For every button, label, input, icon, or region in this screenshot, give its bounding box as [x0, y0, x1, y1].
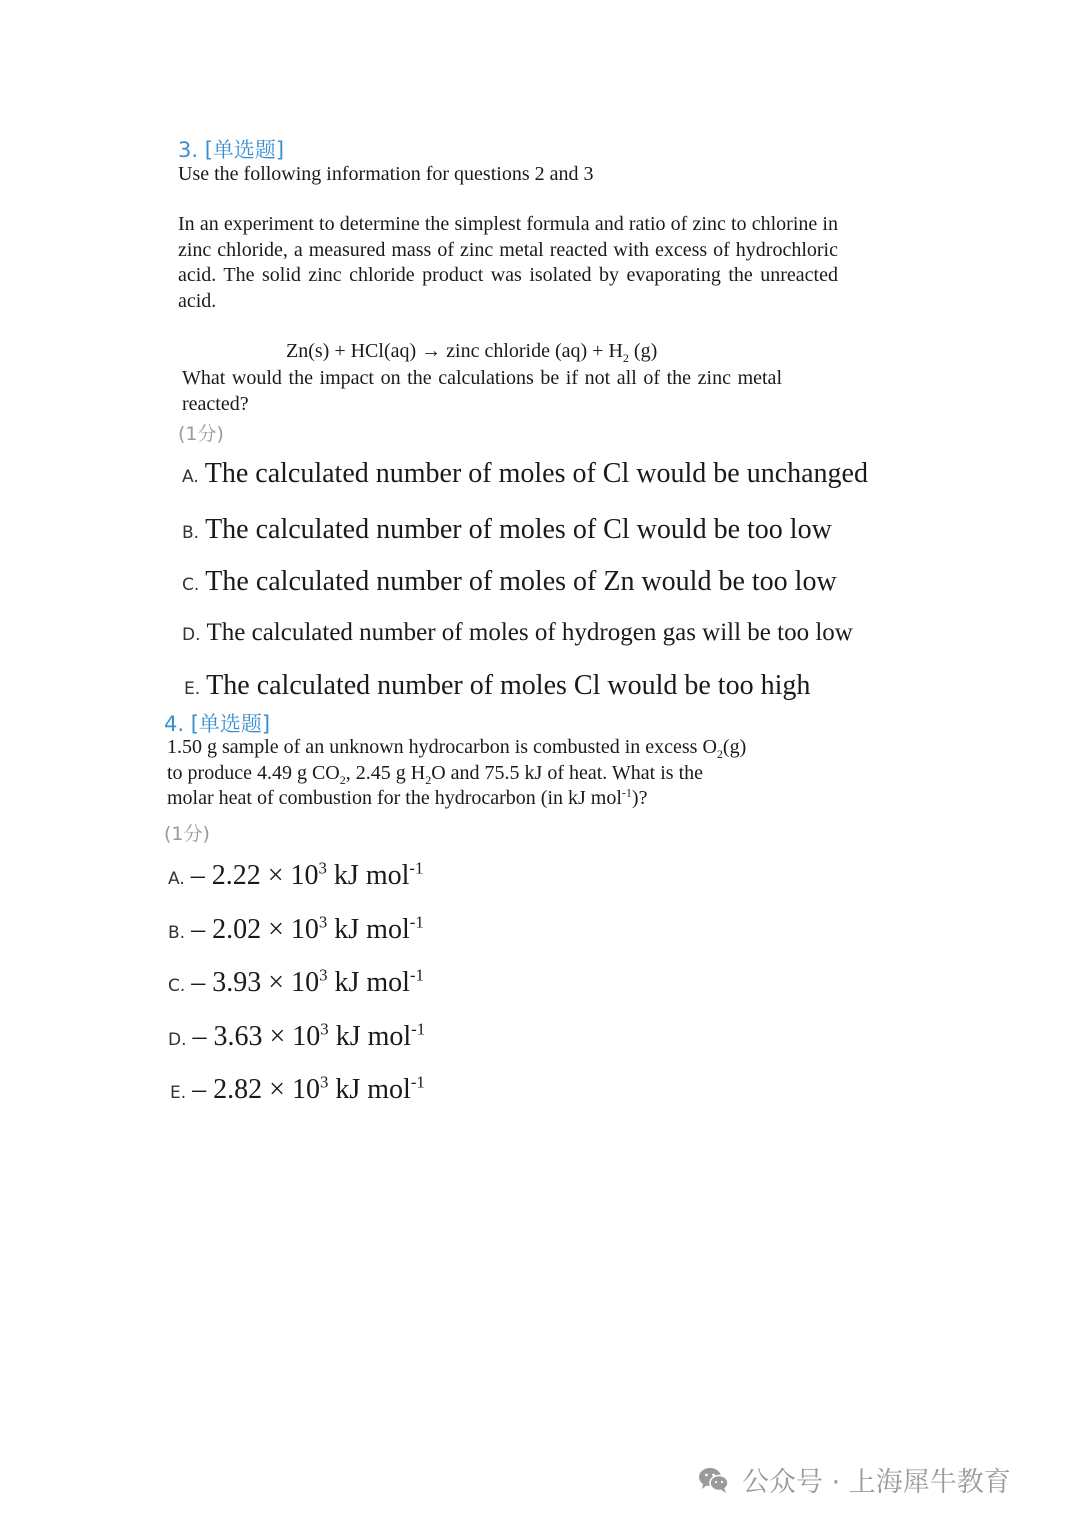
q4-option-a[interactable] [168, 860, 423, 892]
watermark [698, 1460, 1011, 1499]
q3-option-a[interactable] [182, 458, 868, 490]
q3-question: What would the impact on the calculations be if not all of the zinc metal reacted? [182, 367, 782, 415]
q4-option-b[interactable] [168, 914, 424, 946]
option-text: The calculated number of moles Cl would be too high [206, 670, 811, 701]
wechat-icon [698, 1466, 730, 1494]
option-letter: D. [168, 1030, 187, 1050]
q4-option-e[interactable] [170, 1074, 425, 1106]
option-value: – $2.22 \times 10^3$ kJ mol$^{-1}$ [190, 858, 424, 891]
option-value: – $2.82 \times 10^3$ kJ mol$^{-1}$ [192, 1072, 425, 1105]
option-letter: E. [170, 1083, 187, 1103]
option-letter: D. [182, 625, 201, 645]
q3-option-b[interactable] [182, 514, 832, 546]
q3-type: [单选题] [204, 138, 285, 162]
q4-header [164, 708, 270, 738]
q3-header [178, 134, 284, 164]
option-letter: C. [182, 575, 200, 595]
q3-option-c[interactable] [182, 566, 837, 598]
q3-number: 3. [178, 138, 199, 162]
q4-stem-line-2: to produce 4.49 g $CO_2$, 2.45 g $H_2O$ and 75.5 kJ of heat. What is the [167, 761, 704, 787]
option-value: – $3.93 \times 10^3$ kJ mol$^{-1}$ [191, 965, 424, 998]
option-text: The calculated number of moles of Zn would be too low [205, 566, 837, 597]
option-letter: E. [184, 679, 201, 699]
option-text: The calculated number of moles of Cl would be too low [205, 514, 832, 545]
q3-intro: Use the following information for questions 2 and 3 [178, 163, 594, 185]
q4-type: [单选题] [190, 712, 271, 736]
option-letter: A. [182, 467, 199, 487]
q4-option-d[interactable] [168, 1021, 425, 1053]
q4-stem-line-3: molar heat of combustion for the hydrocarbon (in kJ mol$^{-1}$)? [167, 785, 648, 809]
watermark-text: 公众号 · 上海犀牛教育 [742, 1467, 1011, 1498]
q3-option-d[interactable] [182, 619, 853, 647]
option-letter: C. [168, 976, 186, 996]
q4-number: 4. [164, 712, 185, 736]
option-letter: B. [168, 923, 186, 943]
q4-stem [167, 735, 807, 812]
q3-option-e[interactable] [184, 670, 810, 702]
option-letter: A. [168, 869, 185, 889]
q4-stem-line-1: 1.50 g sample of an unknown hydrocarbon is combusted in excess $O_2(g)$ [167, 736, 747, 761]
option-letter: B. [182, 523, 200, 543]
q4-option-c[interactable] [168, 967, 424, 999]
option-value: – $2.02 \times 10^3$ kJ mol$^{-1}$ [191, 912, 424, 945]
option-value: – $3.63 \times 10^3$ kJ mol$^{-1}$ [192, 1019, 426, 1052]
option-text: The calculated number of moles of hydrogen gas will be too low [206, 619, 853, 646]
q4-score: (1分) [164, 823, 210, 845]
q3-paragraph: In an experiment to determine the simplest formula and ratio of zinc to chlorine in zinc chloride, a measured mass of zinc metal reacted with excess of hydrochloric acid. The solid zinc chloride product was isolated by evaporating the unreacted acid. [178, 213, 838, 312]
q3-score: (1分) [178, 423, 224, 445]
q3-equation: Zn(s) + HCl(aq) → zinc chloride $(aq) + H_2$ (g) [286, 340, 658, 365]
option-text: The calculated number of moles of Cl would be unchanged [204, 458, 868, 489]
